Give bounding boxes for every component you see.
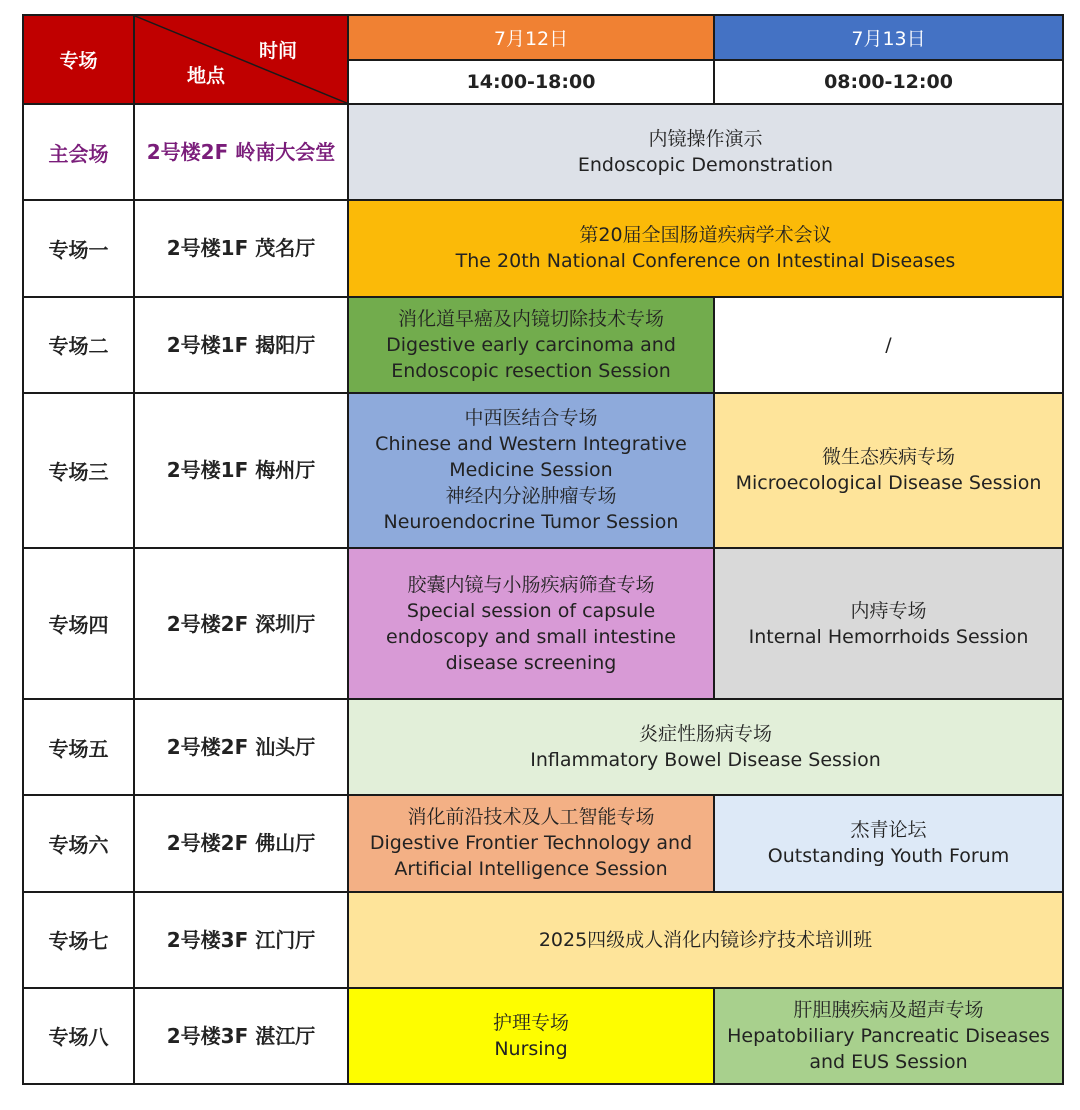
venue-place: 2号楼3F 湛江厅 [134,988,348,1084]
session-cell [348,104,1063,200]
venue-place: 2号楼1F 揭阳厅 [134,297,348,393]
session-column-header: 专场 [23,15,134,104]
session-cell [714,795,1063,891]
venue-place: 2号楼2F 岭南大会堂 [134,104,348,200]
time-label: 时间 [258,40,297,62]
session-title-zh: 2025四级成人消化内镜诊疗技术培训班 [538,928,873,951]
table-row [23,200,1063,296]
venue-place: 2号楼2F 汕头厅 [134,699,348,795]
venue-name: 专场一 [23,200,134,296]
session-title-en: Endoscopic Demonstration [577,154,834,177]
venue-name: 专场六 [23,795,134,891]
session-cell [714,393,1063,548]
day1-time: 14:00-18:00 [348,60,714,104]
session-title-zh: 护理专场 [492,1011,569,1034]
venue-place: 2号楼1F 茂名厅 [134,200,348,296]
day2-time: 08:00-12:00 [714,60,1063,104]
session-title-en: Inflammatory Bowel Disease Session [530,749,881,772]
venue-name: 专场四 [23,548,134,699]
session-cell [348,699,1063,795]
session-title-en: The 20th National Conference on Intestinal Diseases [455,250,956,273]
venue-name: 专场八 [23,988,134,1084]
session-cell [348,548,714,699]
session-title-en: Digestive Frontier Technology and Artificial Intelligence Session [369,832,693,881]
session-title-zh: 消化道早癌及内镜切除技术专场 [397,307,664,330]
venue-place: 2号楼3F 江门厅 [134,892,348,988]
session-cell [714,988,1063,1084]
session-cell [348,892,1063,988]
schedule-table [22,14,1064,1085]
session-cell [348,393,714,548]
table-row [23,892,1063,988]
session-title-en: Microecological Disease Session [735,472,1042,495]
session-title-en: Digestive early carcinoma and Endoscopic resection Session [386,333,676,382]
day2-date: 7月13日 [714,15,1063,60]
venue-name: 专场二 [23,297,134,393]
table-row [23,393,1063,548]
table-row [23,988,1063,1084]
table-row [23,104,1063,200]
venue-place: 2号楼1F 梅州厅 [134,393,348,548]
session-title-en: Hepatobiliary Pancreatic Diseases and EUS Session [727,1024,1050,1073]
session-title-zh: 内镜操作演示 [648,128,763,151]
session-title-zh: 肝胆胰疾病及超声专场 [793,998,984,1021]
session-title-en: Outstanding Youth Forum [767,845,1010,868]
session-title-en: Neuroendocrine Tumor Session [383,511,679,534]
venue-name: 专场五 [23,699,134,795]
session-cell [348,988,714,1084]
session-cell-empty: / [714,297,1063,393]
table-row [23,795,1063,891]
session-cell [348,297,714,393]
session-title-zh: 胶囊内镜与小肠疾病筛查专场 [407,573,655,596]
venue-name: 主会场 [23,104,134,200]
session-title-zh: 中西医结合专场 [464,407,598,430]
session-title-zh: 第20届全国肠道疾病学术会议 [579,224,832,247]
table-row [23,297,1063,393]
session-cell [714,548,1063,699]
time-place-header [134,15,348,104]
session-title-zh: 炎症性肠病专场 [638,723,772,746]
table-row [23,699,1063,795]
session-title-en: Chinese and Western Integrative Medicine Session [375,433,687,482]
session-cell [348,200,1063,296]
place-label: 地点 [187,65,226,87]
session-title-zh: 消化前沿技术及人工智能专场 [407,806,655,829]
session-title-en: Special session of capsule endoscopy and small intestine disease screening [386,599,676,674]
day1-date: 7月12日 [348,15,714,60]
venue-place: 2号楼2F 深圳厅 [134,548,348,699]
session-title-en: Nursing [494,1037,568,1060]
venue-place: 2号楼2F 佛山厅 [134,795,348,891]
table-row [23,548,1063,699]
session-title-zh: 内痔专场 [850,599,927,622]
session-cell [348,795,714,891]
session-title-zh: 神经内分泌肿瘤专场 [445,485,617,508]
session-title-zh: 微生态疾病专场 [821,446,955,469]
session-title-en: Internal Hemorrhoids Session [748,625,1029,648]
venue-name: 专场七 [23,892,134,988]
session-title-zh: 杰青论坛 [850,819,927,842]
venue-name: 专场三 [23,393,134,548]
